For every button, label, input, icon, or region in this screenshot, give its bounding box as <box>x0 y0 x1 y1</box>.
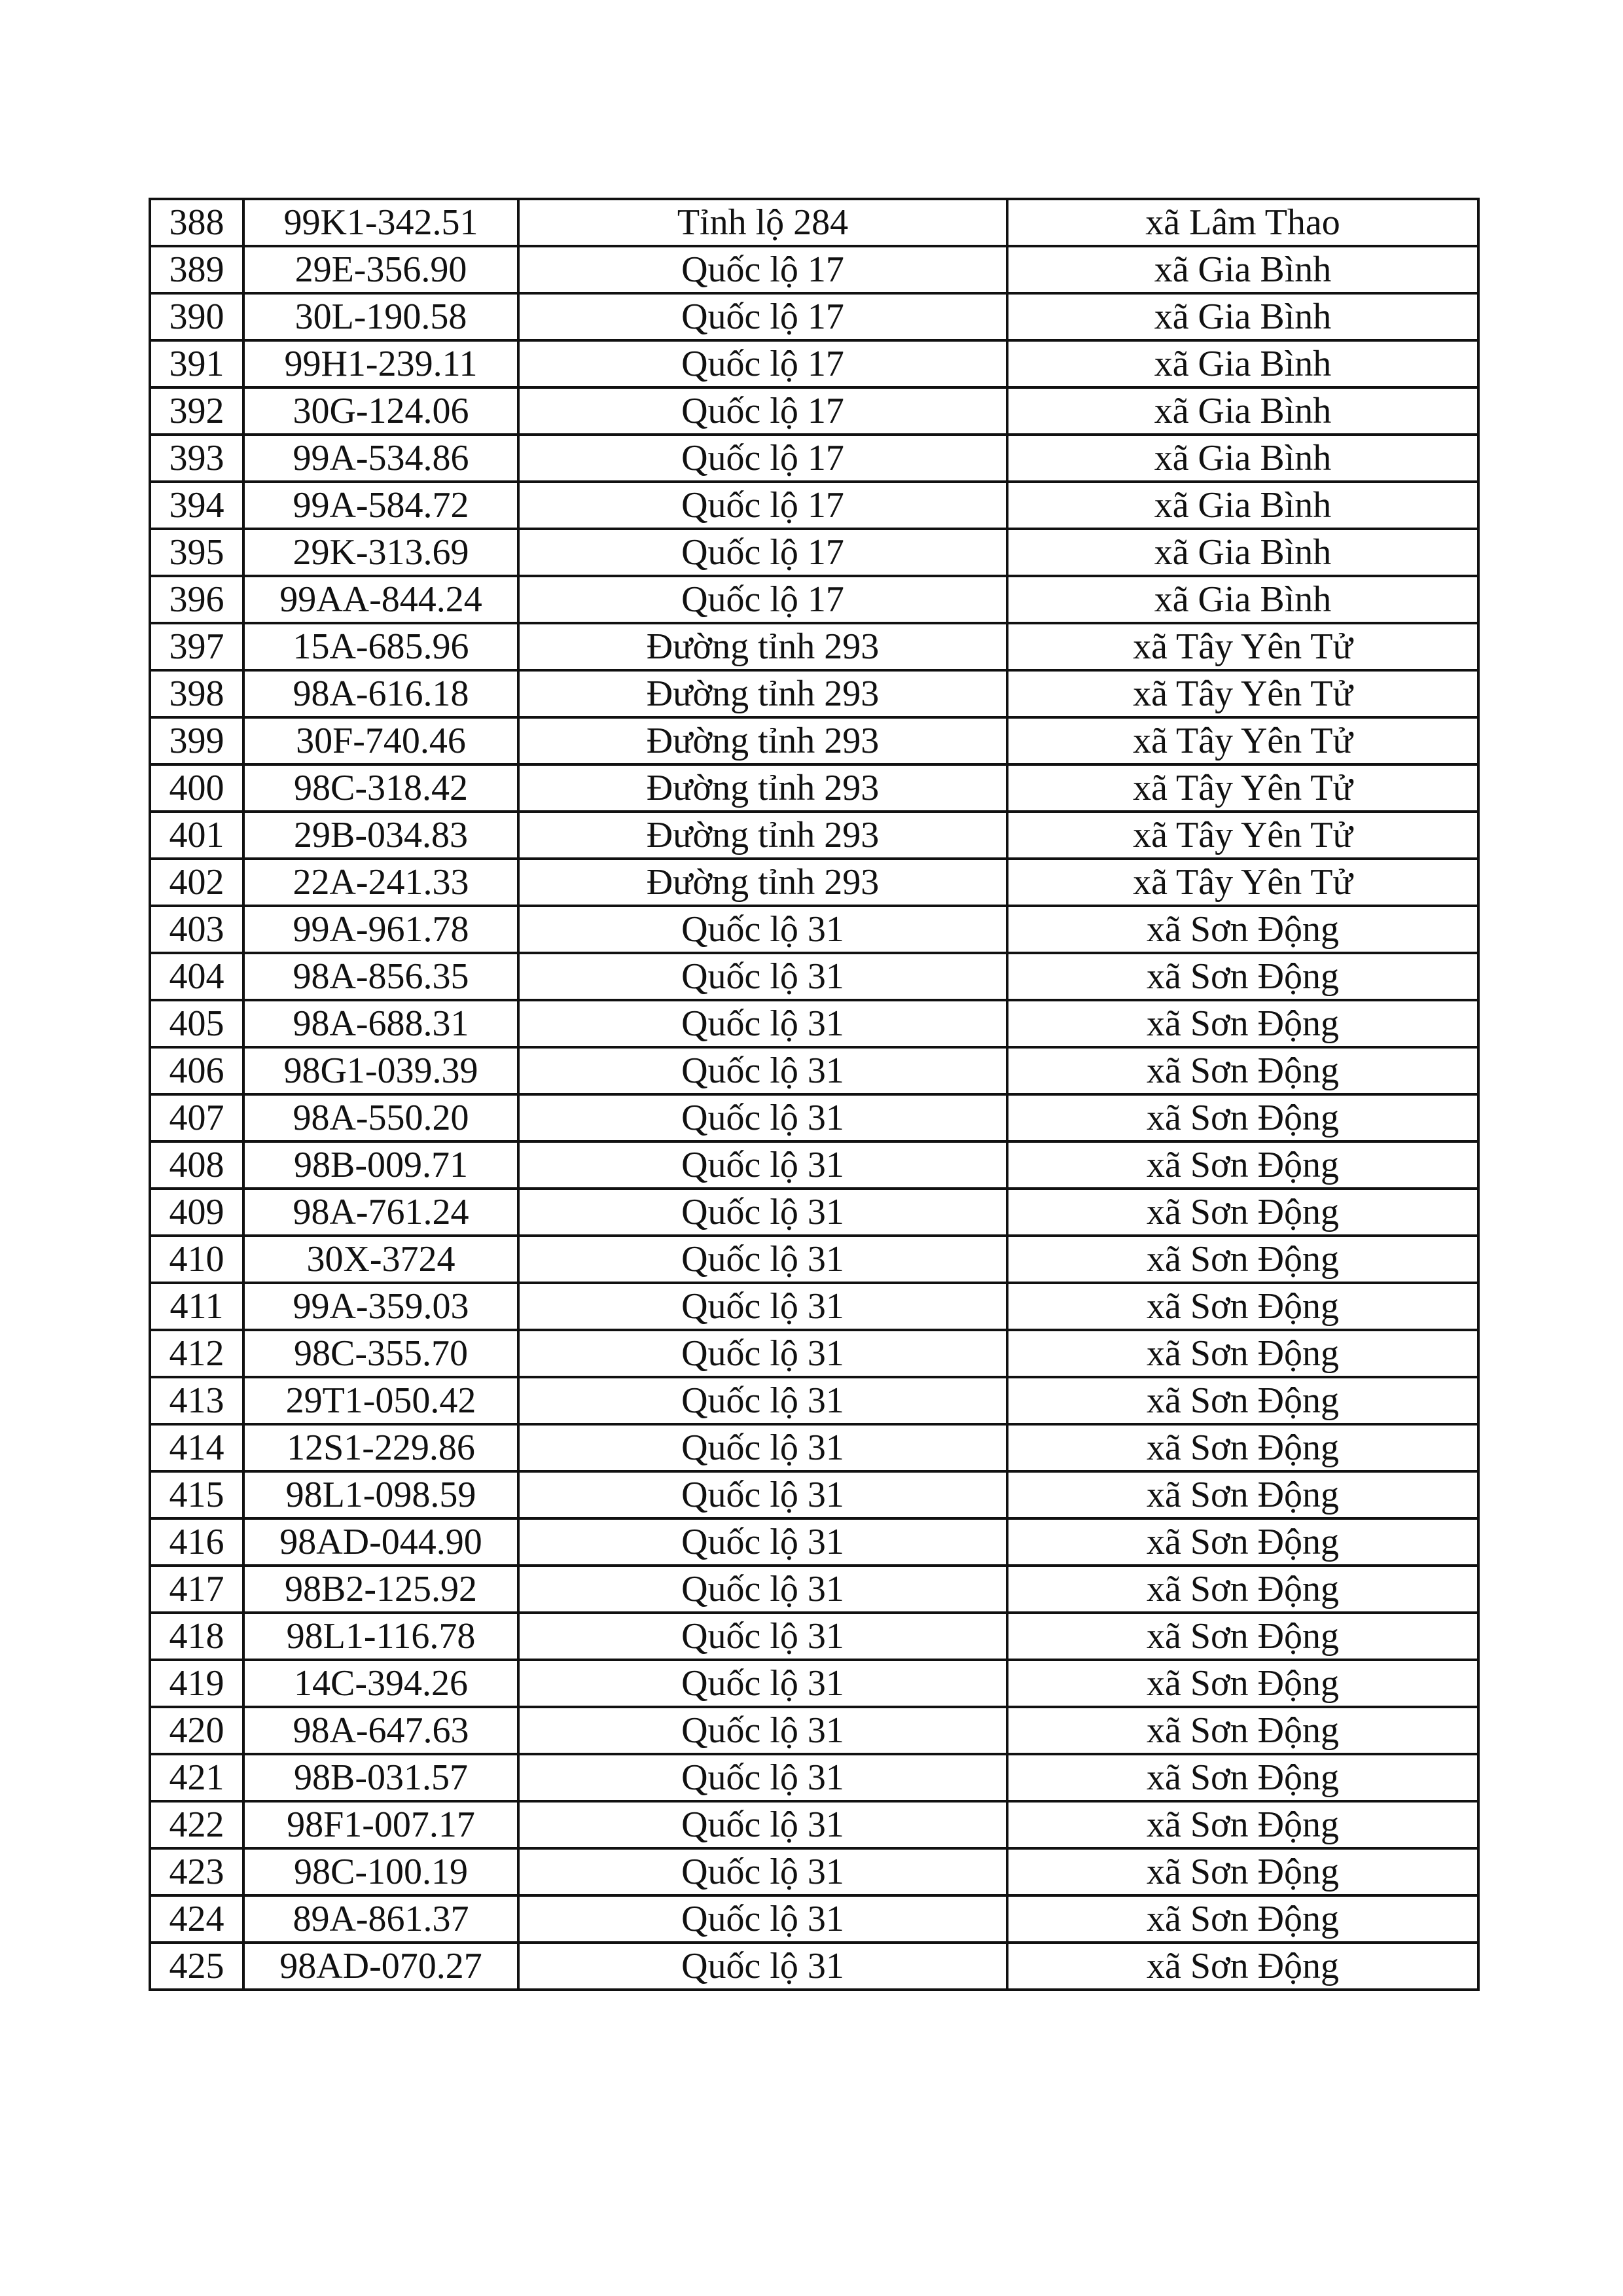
table-row <box>150 670 1478 717</box>
commune-name-cell: xã Sơn Động <box>1007 1283 1478 1330</box>
road-name-cell: Đường tỉnh 293 <box>518 717 1007 764</box>
license-plate-cell: 22A-241.33 <box>243 859 518 906</box>
commune-name-cell: xã Sơn Động <box>1007 1566 1478 1613</box>
road-name-cell: Quốc lộ 31 <box>518 1047 1007 1094</box>
commune-name-cell: xã Gia Bình <box>1007 340 1478 387</box>
violations-table-body <box>150 199 1478 1990</box>
road-name-cell: Quốc lộ 17 <box>518 482 1007 529</box>
license-plate-cell: 30G-124.06 <box>243 387 518 435</box>
row-number-cell: 397 <box>150 623 243 670</box>
commune-name-cell: xã Sơn Động <box>1007 1236 1478 1283</box>
table-row <box>150 1943 1478 1990</box>
license-plate-cell: 15A-685.96 <box>243 623 518 670</box>
row-number-cell: 408 <box>150 1141 243 1189</box>
row-number-cell: 420 <box>150 1707 243 1754</box>
row-number-cell: 419 <box>150 1660 243 1707</box>
row-number-cell: 414 <box>150 1424 243 1471</box>
commune-name-cell: xã Sơn Động <box>1007 1141 1478 1189</box>
row-number-cell: 402 <box>150 859 243 906</box>
row-number-cell: 416 <box>150 1518 243 1566</box>
table-row <box>150 1660 1478 1707</box>
commune-name-cell: xã Gia Bình <box>1007 387 1478 435</box>
row-number-cell: 393 <box>150 435 243 482</box>
row-number-cell: 410 <box>150 1236 243 1283</box>
table-row <box>150 1471 1478 1518</box>
commune-name-cell: xã Tây Yên Tử <box>1007 859 1478 906</box>
table-row <box>150 1047 1478 1094</box>
road-name-cell: Quốc lộ 31 <box>518 1189 1007 1236</box>
license-plate-cell: 98A-647.63 <box>243 1707 518 1754</box>
license-plate-cell: 98C-318.42 <box>243 764 518 812</box>
road-name-cell: Quốc lộ 17 <box>518 576 1007 623</box>
license-plate-cell: 98AD-044.90 <box>243 1518 518 1566</box>
row-number-cell: 404 <box>150 953 243 1000</box>
road-name-cell: Quốc lộ 17 <box>518 529 1007 576</box>
road-name-cell: Quốc lộ 31 <box>518 1518 1007 1566</box>
table-row <box>150 1424 1478 1471</box>
table-row <box>150 482 1478 529</box>
table-row <box>150 623 1478 670</box>
commune-name-cell: xã Gia Bình <box>1007 529 1478 576</box>
license-plate-cell: 98A-856.35 <box>243 953 518 1000</box>
table-row <box>150 812 1478 859</box>
commune-name-cell: xã Sơn Động <box>1007 1754 1478 1801</box>
license-plate-cell: 98A-616.18 <box>243 670 518 717</box>
commune-name-cell: xã Gia Bình <box>1007 435 1478 482</box>
license-plate-cell: 98C-355.70 <box>243 1330 518 1377</box>
commune-name-cell: xã Sơn Động <box>1007 1094 1478 1141</box>
commune-name-cell: xã Gia Bình <box>1007 293 1478 340</box>
row-number-cell: 390 <box>150 293 243 340</box>
table-row <box>150 1141 1478 1189</box>
commune-name-cell: xã Tây Yên Tử <box>1007 670 1478 717</box>
commune-name-cell: xã Sơn Động <box>1007 1895 1478 1943</box>
table-row <box>150 906 1478 953</box>
commune-name-cell: xã Lâm Thao <box>1007 199 1478 246</box>
table-row <box>150 1754 1478 1801</box>
license-plate-cell: 98G1-039.39 <box>243 1047 518 1094</box>
license-plate-cell: 98B-009.71 <box>243 1141 518 1189</box>
license-plate-cell: 29T1-050.42 <box>243 1377 518 1424</box>
road-name-cell: Quốc lộ 17 <box>518 435 1007 482</box>
license-plate-cell: 98F1-007.17 <box>243 1801 518 1848</box>
commune-name-cell: xã Sơn Động <box>1007 906 1478 953</box>
commune-name-cell: xã Sơn Động <box>1007 1707 1478 1754</box>
road-name-cell: Quốc lộ 31 <box>518 1660 1007 1707</box>
commune-name-cell: xã Gia Bình <box>1007 246 1478 293</box>
row-number-cell: 388 <box>150 199 243 246</box>
license-plate-cell: 29E-356.90 <box>243 246 518 293</box>
row-number-cell: 403 <box>150 906 243 953</box>
license-plate-cell: 30F-740.46 <box>243 717 518 764</box>
commune-name-cell: xã Sơn Động <box>1007 1801 1478 1848</box>
row-number-cell: 413 <box>150 1377 243 1424</box>
row-number-cell: 405 <box>150 1000 243 1047</box>
commune-name-cell: xã Gia Bình <box>1007 482 1478 529</box>
commune-name-cell: xã Sơn Động <box>1007 1471 1478 1518</box>
license-plate-cell: 14C-394.26 <box>243 1660 518 1707</box>
row-number-cell: 392 <box>150 387 243 435</box>
commune-name-cell: xã Tây Yên Tử <box>1007 717 1478 764</box>
table-row <box>150 387 1478 435</box>
road-name-cell: Quốc lộ 31 <box>518 1895 1007 1943</box>
row-number-cell: 407 <box>150 1094 243 1141</box>
table-row <box>150 435 1478 482</box>
road-name-cell: Quốc lộ 31 <box>518 1754 1007 1801</box>
document-page-content <box>149 198 1477 1991</box>
commune-name-cell: xã Tây Yên Tử <box>1007 623 1478 670</box>
road-name-cell: Quốc lộ 31 <box>518 1424 1007 1471</box>
row-number-cell: 412 <box>150 1330 243 1377</box>
license-plate-cell: 98A-761.24 <box>243 1189 518 1236</box>
license-plate-cell: 98B-031.57 <box>243 1754 518 1801</box>
road-name-cell: Đường tỉnh 293 <box>518 859 1007 906</box>
commune-name-cell: xã Sơn Động <box>1007 953 1478 1000</box>
row-number-cell: 391 <box>150 340 243 387</box>
table-row <box>150 1377 1478 1424</box>
row-number-cell: 406 <box>150 1047 243 1094</box>
road-name-cell: Đường tỉnh 293 <box>518 764 1007 812</box>
row-number-cell: 389 <box>150 246 243 293</box>
road-name-cell: Quốc lộ 31 <box>518 1283 1007 1330</box>
road-name-cell: Đường tỉnh 293 <box>518 812 1007 859</box>
road-name-cell: Quốc lộ 31 <box>518 1566 1007 1613</box>
row-number-cell: 395 <box>150 529 243 576</box>
license-plate-cell: 98AD-070.27 <box>243 1943 518 1990</box>
commune-name-cell: xã Sơn Động <box>1007 1330 1478 1377</box>
road-name-cell: Quốc lộ 31 <box>518 1330 1007 1377</box>
license-plate-cell: 98A-688.31 <box>243 1000 518 1047</box>
table-row <box>150 1330 1478 1377</box>
table-row <box>150 1518 1478 1566</box>
commune-name-cell: xã Sơn Động <box>1007 1848 1478 1895</box>
road-name-cell: Quốc lộ 31 <box>518 1094 1007 1141</box>
table-row <box>150 1236 1478 1283</box>
license-plate-cell: 99A-584.72 <box>243 482 518 529</box>
road-name-cell: Quốc lộ 31 <box>518 1613 1007 1660</box>
table-row <box>150 293 1478 340</box>
commune-name-cell: xã Sơn Động <box>1007 1047 1478 1094</box>
road-name-cell: Quốc lộ 17 <box>518 293 1007 340</box>
license-plate-cell: 99K1-342.51 <box>243 199 518 246</box>
row-number-cell: 398 <box>150 670 243 717</box>
license-plate-cell: 29B-034.83 <box>243 812 518 859</box>
table-row <box>150 1283 1478 1330</box>
license-plate-cell: 98B2-125.92 <box>243 1566 518 1613</box>
road-name-cell: Quốc lộ 31 <box>518 906 1007 953</box>
license-plate-cell: 98C-100.19 <box>243 1848 518 1895</box>
table-row <box>150 717 1478 764</box>
table-row <box>150 576 1478 623</box>
road-name-cell: Quốc lộ 31 <box>518 1141 1007 1189</box>
license-plate-cell: 99A-534.86 <box>243 435 518 482</box>
table-row <box>150 246 1478 293</box>
road-name-cell: Quốc lộ 31 <box>518 1943 1007 1990</box>
table-row <box>150 1707 1478 1754</box>
license-plate-cell: 99A-961.78 <box>243 906 518 953</box>
commune-name-cell: xã Gia Bình <box>1007 576 1478 623</box>
license-plate-cell: 99AA-844.24 <box>243 576 518 623</box>
commune-name-cell: xã Sơn Động <box>1007 1189 1478 1236</box>
license-plate-cell: 99A-359.03 <box>243 1283 518 1330</box>
row-number-cell: 425 <box>150 1943 243 1990</box>
road-name-cell: Quốc lộ 31 <box>518 1471 1007 1518</box>
row-number-cell: 424 <box>150 1895 243 1943</box>
table-row <box>150 1801 1478 1848</box>
table-row <box>150 859 1478 906</box>
road-name-cell: Quốc lộ 17 <box>518 340 1007 387</box>
table-row <box>150 340 1478 387</box>
table-row <box>150 764 1478 812</box>
road-name-cell: Tỉnh lộ 284 <box>518 199 1007 246</box>
commune-name-cell: xã Sơn Động <box>1007 1377 1478 1424</box>
table-row <box>150 1848 1478 1895</box>
road-name-cell: Quốc lộ 31 <box>518 1707 1007 1754</box>
license-plate-cell: 12S1-229.86 <box>243 1424 518 1471</box>
row-number-cell: 396 <box>150 576 243 623</box>
row-number-cell: 422 <box>150 1801 243 1848</box>
row-number-cell: 399 <box>150 717 243 764</box>
license-plate-cell: 30L-190.58 <box>243 293 518 340</box>
commune-name-cell: xã Sơn Động <box>1007 1660 1478 1707</box>
commune-name-cell: xã Sơn Động <box>1007 1000 1478 1047</box>
table-row <box>150 1094 1478 1141</box>
road-name-cell: Quốc lộ 31 <box>518 953 1007 1000</box>
row-number-cell: 409 <box>150 1189 243 1236</box>
commune-name-cell: xã Sơn Động <box>1007 1943 1478 1990</box>
commune-name-cell: xã Sơn Động <box>1007 1518 1478 1566</box>
license-plate-cell: 89A-861.37 <box>243 1895 518 1943</box>
row-number-cell: 400 <box>150 764 243 812</box>
row-number-cell: 401 <box>150 812 243 859</box>
license-plate-cell: 29K-313.69 <box>243 529 518 576</box>
table-row <box>150 1613 1478 1660</box>
road-name-cell: Đường tỉnh 293 <box>518 670 1007 717</box>
license-plate-cell: 99H1-239.11 <box>243 340 518 387</box>
commune-name-cell: xã Sơn Động <box>1007 1424 1478 1471</box>
license-plate-cell: 98L1-098.59 <box>243 1471 518 1518</box>
road-name-cell: Quốc lộ 31 <box>518 1377 1007 1424</box>
road-name-cell: Quốc lộ 31 <box>518 1848 1007 1895</box>
table-row <box>150 1000 1478 1047</box>
violations-table <box>149 198 1480 1991</box>
road-name-cell: Quốc lộ 17 <box>518 246 1007 293</box>
commune-name-cell: xã Sơn Động <box>1007 1613 1478 1660</box>
road-name-cell: Quốc lộ 17 <box>518 387 1007 435</box>
row-number-cell: 423 <box>150 1848 243 1895</box>
table-row <box>150 529 1478 576</box>
road-name-cell: Quốc lộ 31 <box>518 1236 1007 1283</box>
row-number-cell: 394 <box>150 482 243 529</box>
road-name-cell: Quốc lộ 31 <box>518 1801 1007 1848</box>
row-number-cell: 418 <box>150 1613 243 1660</box>
license-plate-cell: 30X-3724 <box>243 1236 518 1283</box>
table-row <box>150 199 1478 246</box>
commune-name-cell: xã Tây Yên Tử <box>1007 812 1478 859</box>
table-row <box>150 1895 1478 1943</box>
table-row <box>150 953 1478 1000</box>
table-row <box>150 1189 1478 1236</box>
row-number-cell: 415 <box>150 1471 243 1518</box>
row-number-cell: 421 <box>150 1754 243 1801</box>
license-plate-cell: 98L1-116.78 <box>243 1613 518 1660</box>
table-row <box>150 1566 1478 1613</box>
license-plate-cell: 98A-550.20 <box>243 1094 518 1141</box>
road-name-cell: Đường tỉnh 293 <box>518 623 1007 670</box>
commune-name-cell: xã Tây Yên Tử <box>1007 764 1478 812</box>
row-number-cell: 417 <box>150 1566 243 1613</box>
row-number-cell: 411 <box>150 1283 243 1330</box>
road-name-cell: Quốc lộ 31 <box>518 1000 1007 1047</box>
